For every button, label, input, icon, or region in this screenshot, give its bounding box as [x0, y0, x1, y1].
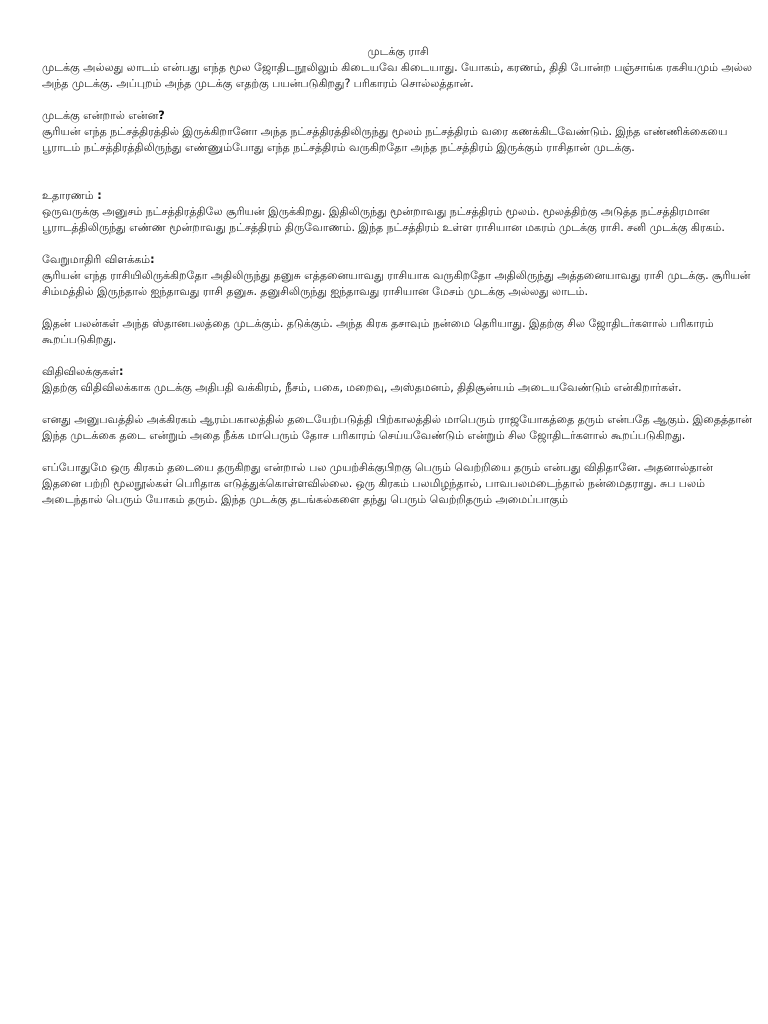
document-page — [42, 44, 754, 524]
conclusion-paragraph: எப்போதுமே ஒரு கிரகம் தடையை தருகிறது என்றால் பல முயற்சிக்குபிறகு பெரும் வெற்றியை தரும் என்பது விதிதானே. அதனால்தான் இதனை பற்றி மூலநூல்கள் பெரிதாக எடுத்துக்கொள்ளவில்லை. ஒரு கிரகம் பலமிழந்தால், பாவபலமடைந்தால் நன்மைதராது. சுப பலம் அடைந்தால் பெரும் யோகம் தரும். இந்த முடக்கு தடங்கல்களை தந்து பெரும் வெற்றிதரும் அமைப்பாகும் — [42, 461, 713, 506]
heading-text: முடக்கு என்றால் என்ன — [42, 109, 159, 122]
section-body-exceptions: இதற்கு விதிவிலக்காக முடக்கு அதிபதி வக்கிரம், நீசம், பகை, மறைவு, அஸ்தமனம், திதிசூன்யம் அடையவேண்டும் என்கிறார்கள். — [42, 381, 682, 394]
spacer — [42, 172, 754, 188]
section-heading-alternate-explanation — [42, 252, 754, 268]
heading-suffix: : — [119, 365, 124, 378]
heading-suffix: ? — [158, 109, 165, 122]
heading-text: வேறுமாதிரி விளக்கம் — [42, 253, 151, 266]
intro-paragraph: முடக்கு அல்லது லாடம் என்பது எந்த மூல ஜோதிடநூலிலும் கிடையவே கிடையாது. யோகம், கரணம், திதி போன்ற பஞ்சாங்க ரகசியமும் அல்ல அந்த முடக்கு. அப்புறம் அந்த முடக்கு எதற்கு பயன்படுகிறது? பரிகாரம் சொல்லத்தான். — [42, 61, 752, 90]
section-body-example: ஒருவருக்கு அனுசம் நட்சத்திரத்திலே சூரியன் இருக்கிறது. இதிலிருந்து மூன்றாவது நட்சத்திரம் மூலம். மூலத்திற்கு அடுத்த நட்சத்திரமான பூராடத்திலிருந்து எண்ண மூன்றாவது நட்சத்திரம் திருவோணம். இந்த நட்சத்திரம் உள்ள ராசியான மகரம் முடக்கு ராசி. சனி முடக்கு கிரகம். — [42, 205, 725, 234]
document-title: முடக்கு ராசி — [367, 45, 429, 58]
heading-text: உதாரணம் — [42, 189, 94, 202]
section-heading-exceptions — [42, 364, 754, 380]
section-body-what-is-mudakku: சூரியன் எந்த நட்சத்திரத்தில் இருக்கிறானோ அந்த நட்சத்திரத்திலிருந்து மூலம் நட்சத்திரம் வரை கணக்கிடவேண்டும். இந்த எண்ணிக்கையை பூராடம் நட்சத்திரத்திலிருந்து எண்ணும்போது எந்த நட்சத்திரம் வருகிறதோ அந்த நட்சத்திரம் இருக்கும் ராசிதான் முடக்கு. — [42, 125, 728, 154]
results-paragraph: இதன் பலன்கள் அந்த ஸ்தானபலத்தை முடக்கும். தடுக்கும். அந்த கிரக தசாவும் நன்மை தெரியாது. இதற்கு சில ஜோதிடர்களால் பரிகாரம் கூறப்படுகிறது. — [42, 317, 714, 346]
heading-suffix: : — [150, 253, 155, 266]
experience-paragraph: எனது அனுபவத்தில் அக்கிரகம் ஆரம்பகாலத்தில் தடையேற்படுத்தி பிற்காலத்தில் மாபெரும் ராஜயோகத்தை தரும் என்பதே ஆகும். இதைத்தான் இந்த முடக்கை தடை என்றும் அதை நீக்க மாபெரும் தோச பரிகாரம் செய்யவேண்டும் என்றும் சில ஜோதிடர்களால் கூறப்படுகிறது. — [42, 413, 752, 442]
section-body-alternate-explanation: சூரியன் எந்த ராசியிலிருக்கிறதோ அதிலிருந்து தனுசு எத்தனையாவது ராசியாக வருகிறதோ அதிலிருந்து அத்தனையாவது ராசி முடக்கு. சூரியன் சிம்மத்தில் இருந்தால் ஐந்தாவது ராசி தனுசு. தனுசிலிருந்து ஐந்தாவது ராசியான மேசம் முடக்கு அல்லது லாடம். — [42, 269, 751, 298]
section-heading-example — [42, 188, 754, 204]
heading-suffix: : — [93, 189, 102, 202]
heading-text: விதிவிலக்குகள் — [42, 365, 119, 378]
section-heading-what-is-mudakku — [42, 108, 754, 124]
